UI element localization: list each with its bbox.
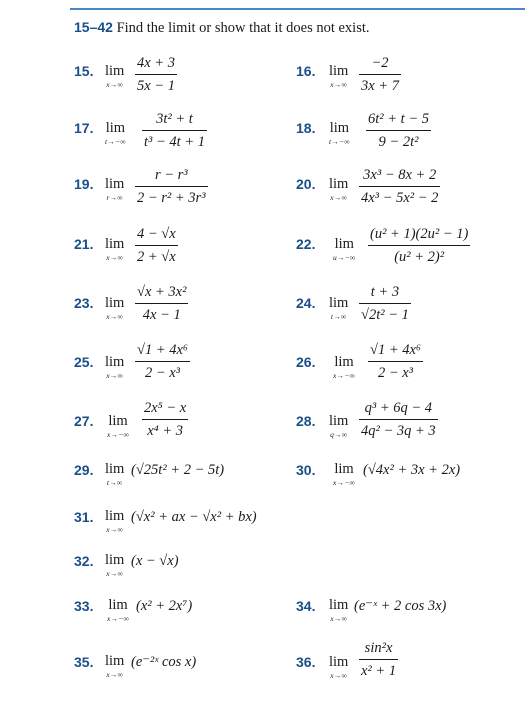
limit-expression: (√4x² + 3x + 2x) [363, 462, 461, 478]
problem-number: 27. [74, 413, 94, 429]
limit-operator: lim r→∞ [105, 176, 125, 202]
limit-operator: lim x→∞ [105, 63, 125, 89]
limit-operator: lim x→∞ [329, 654, 349, 680]
problem-number: 20. [296, 176, 316, 192]
problem-number: 17. [74, 120, 94, 136]
limit-operator: lim x→∞ [105, 295, 125, 321]
fraction: sin²x x² + 1 [361, 640, 397, 679]
exercise-instruction: Find the limit or show that it does not exist. [116, 20, 370, 36]
limit-operator: lim x→∞ [329, 63, 349, 89]
fraction: √1 + 4x⁶ 2 − x³ [370, 342, 421, 381]
problem-number: 35. [74, 654, 94, 670]
problem-number: 32. [74, 553, 94, 569]
limit-operator: lim x→∞ [105, 508, 125, 534]
limit-operator: lim x→∞ [105, 653, 125, 679]
exercise-range: 15–42 [74, 19, 113, 35]
problem-number: 19. [74, 176, 94, 192]
fraction: 3x³ − 8x + 2 4x³ − 5x² − 2 [361, 167, 439, 206]
limit-operator: lim t→−∞ [105, 120, 126, 146]
problem-number: 28. [296, 413, 316, 429]
limit-expression: (e⁻ˣ + 2 cos 3x) [354, 598, 447, 614]
problem-number: 36. [296, 654, 316, 670]
fraction: 6t² + t − 5 9 − 2t² [368, 111, 429, 150]
limit-operator: lim x→∞ [105, 236, 125, 262]
fraction: √x + 3x² 4x − 1 [137, 284, 187, 323]
limit-operator: lim x→−∞ [333, 461, 356, 487]
fraction: 4x + 3 5x − 1 [137, 55, 175, 94]
limit-operator: lim t→∞ [329, 295, 349, 321]
problem-number: 23. [74, 295, 94, 311]
limit-operator: lim x→−∞ [107, 597, 130, 623]
limit-operator: lim t→∞ [105, 461, 125, 487]
limit-operator: lim q→∞ [329, 413, 349, 439]
fraction: r − r³ 2 − r² + 3r³ [137, 167, 206, 206]
problem-number: 22. [296, 236, 316, 252]
problem-number: 29. [74, 462, 94, 478]
problem-number: 25. [74, 354, 94, 370]
problem-number: 31. [74, 509, 94, 525]
limit-operator: lim x→∞ [105, 552, 125, 578]
problem-number: 24. [296, 295, 316, 311]
fraction: √1 + 4x⁶ 2 − x³ [137, 342, 188, 381]
limit-operator: lim x→−∞ [107, 413, 130, 439]
limit-operator: lim x→∞ [329, 597, 349, 623]
problem-number: 16. [296, 63, 316, 79]
limit-expression: (√x² + ax − √x² + bx) [131, 509, 257, 525]
problem-number: 30. [296, 462, 316, 478]
limit-operator: lim u→−∞ [333, 236, 356, 262]
problem-number: 18. [296, 120, 316, 136]
fraction: 3t² + t t³ − 4t + 1 [144, 111, 205, 150]
problem-number: 34. [296, 598, 316, 614]
fraction: (u² + 1)(2u² − 1) (u² + 2)² [370, 226, 469, 265]
fraction: 2x⁵ − x x⁴ + 3 [144, 400, 187, 439]
limit-expression: (x² + 2x⁷) [136, 598, 193, 614]
limit-expression: (e⁻²ˣ cos x) [131, 654, 197, 670]
problem-number: 15. [74, 63, 94, 79]
top-rule [70, 8, 525, 10]
limit-expression: (x − √x) [131, 553, 179, 569]
limit-expression: (√25t² + 2 − 5t) [131, 462, 225, 478]
limit-operator: lim t→−∞ [329, 120, 350, 146]
fraction: −2 3x + 7 [361, 55, 399, 94]
fraction: q³ + 6q − 4 4q² − 3q + 3 [361, 400, 436, 439]
fraction: t + 3 √2t² − 1 [361, 284, 409, 323]
exercise-heading [74, 19, 370, 37]
limit-operator: lim x→−∞ [333, 354, 356, 380]
fraction: 4 − √x 2 + √x [137, 226, 176, 265]
limit-operator: lim x→∞ [329, 176, 349, 202]
problem-number: 33. [74, 598, 94, 614]
problem-number: 26. [296, 354, 316, 370]
limit-operator: lim x→∞ [105, 354, 125, 380]
problem-number: 21. [74, 236, 94, 252]
